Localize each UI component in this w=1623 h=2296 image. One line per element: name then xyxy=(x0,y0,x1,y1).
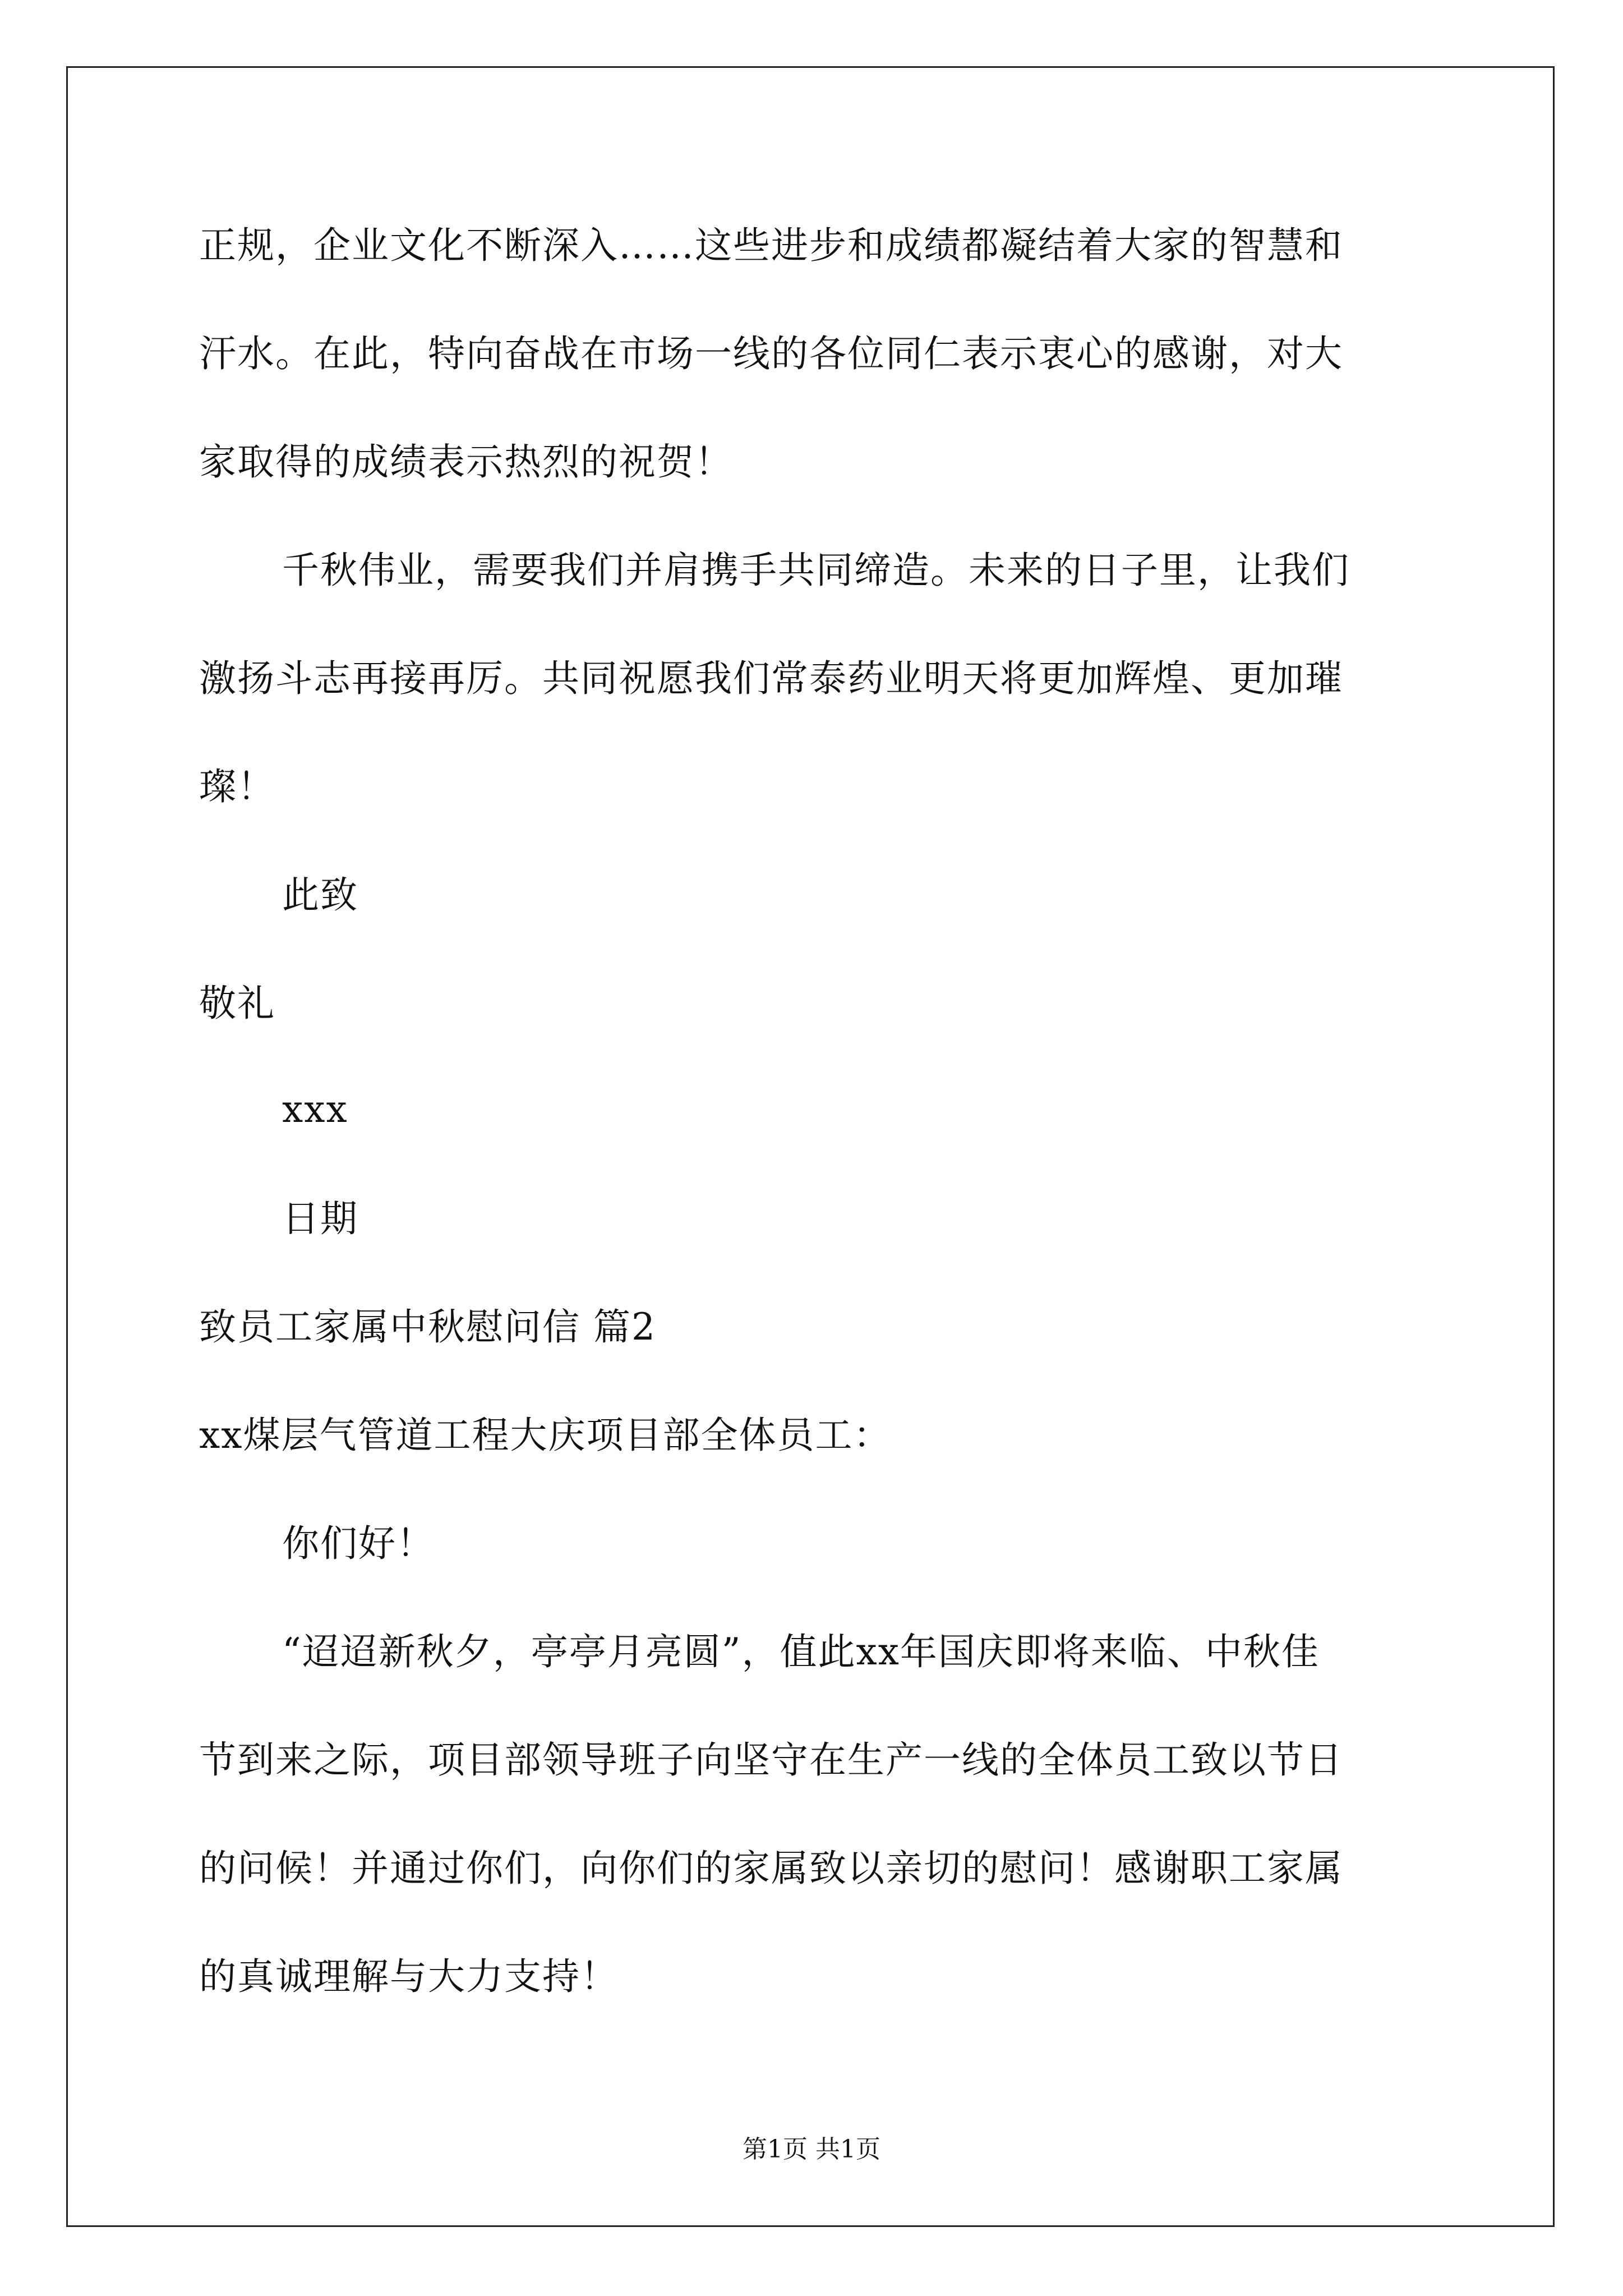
paragraph-line: “迢迢新秋夕，亭亭月亮圆”，值此xx年国庆即将来临、中秋佳 xyxy=(282,1630,1320,1673)
paragraph-line: 千秋伟业，需要我们并肩携手共同缔造。未来的日子里，让我们 xyxy=(282,549,1350,592)
paragraph-line: 正规，企业文化不断深入……这些进步和成绩都凝结着大家的智慧和 xyxy=(199,224,1343,267)
paragraph-line: 激扬斗志再接再厉。共同祝愿我们常泰药业明天将更加辉煌、更加璀 xyxy=(199,657,1343,700)
page-border xyxy=(66,66,1555,2227)
paragraph-line: 的问候！并通过你们，向你们的家属致以亲切的慰问！感谢职工家属 xyxy=(199,1847,1343,1890)
paragraph-line: 家取得的成绩表示热烈的祝贺！ xyxy=(199,440,733,484)
greeting-line: 你们好！ xyxy=(282,1522,435,1565)
paragraph-line: 的真诚理解与大力支持！ xyxy=(199,1955,619,1998)
paragraph-line: 汗水。在此，特向奋战在市场一线的各位同仁表示衷心的感谢，对大 xyxy=(199,332,1343,375)
date-line: 日期 xyxy=(282,1197,358,1240)
signature: xxx xyxy=(282,1088,348,1131)
recipient-line: xx煤层气管道工程大庆项目部全体员工： xyxy=(199,1414,892,1457)
page-footer: 第1页 共1页 xyxy=(743,2135,880,2164)
paragraph-line: 节到来之际，项目部领导班子向坚守在生产一线的全体员工致以节日 xyxy=(199,1738,1343,1782)
closing-salutation: 此致 xyxy=(282,873,358,917)
section-heading: 致员工家属中秋慰问信 篇2 xyxy=(199,1305,656,1349)
closing-regards: 敬礼 xyxy=(199,982,275,1025)
paragraph-line: 璨！ xyxy=(199,765,275,808)
